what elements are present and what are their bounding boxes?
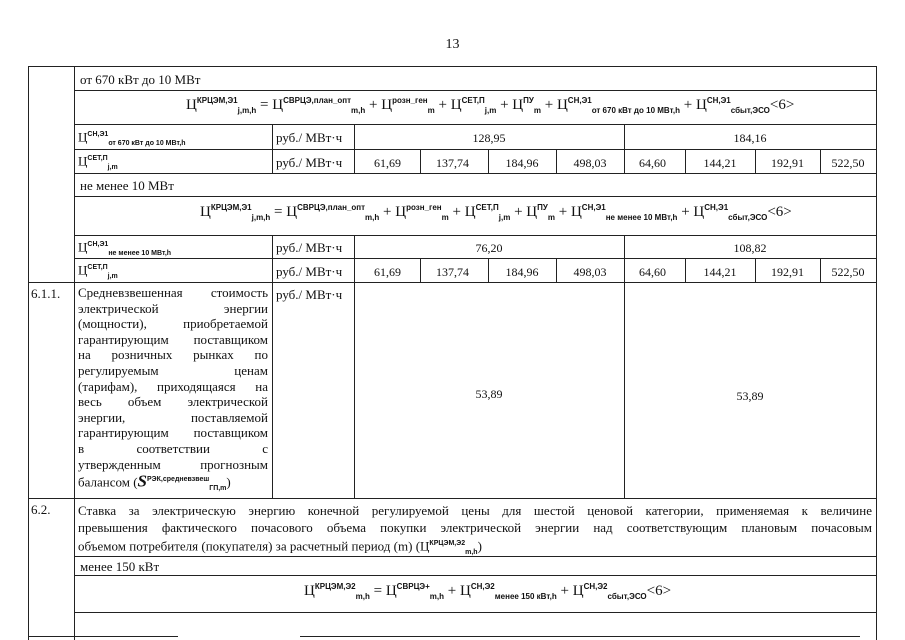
bottom-rule-right — [300, 636, 860, 637]
value-cn-10mw-2: 108,82 — [733, 241, 767, 255]
col-divider — [556, 258, 557, 282]
description-62: Ставка за электрическую энергию конечной регулируемой цены для шестой ценовой категории, применяемая к величине превышения фактического почасового объема покупки электрической энергии над соответствующим плановым почасовым объемом потребителя (покупателя) за расчетный период (m) $(Ц^{КРЦЭМ,Э2}_{m,h})$ — [78, 503, 872, 556]
frame-left — [28, 66, 29, 640]
unit-set-670: руб./ МВт·ч — [276, 155, 343, 170]
value-set-10mw-5: 64,60 — [639, 265, 666, 279]
col-divider — [685, 258, 686, 282]
symbol-set-10mw: $Ц^{СЕТ,П}_{j,m}$ — [78, 262, 118, 280]
col-divider — [272, 124, 273, 173]
value-set-10mw-2: 137,74 — [436, 265, 469, 279]
col-divider — [624, 235, 625, 282]
value-set-670-4: 498,03 — [573, 156, 607, 170]
rule — [74, 90, 876, 91]
value-set-10mw-6: 144,21 — [703, 265, 737, 279]
value-set-10mw-1: 61,69 — [374, 265, 401, 279]
value-set-10mw-8: 522,50 — [831, 265, 865, 279]
frame-top — [28, 66, 876, 67]
value-set-10mw-7: 192,91 — [771, 265, 804, 279]
rule — [74, 612, 876, 613]
symbol-cn-670: $Ц^{СН,Э1}_{от 670 кВт до 10 МВт,h}$ — [78, 129, 186, 147]
rule — [74, 173, 876, 174]
rule — [28, 498, 876, 499]
col-divider — [420, 258, 421, 282]
col-divider — [354, 124, 355, 173]
value-set-670-3: 184,96 — [505, 156, 539, 170]
value-set-10mw-3: 184,96 — [505, 265, 539, 279]
formula-150kw: $Ц^{КРЦЭМ,Э2}_{m,h} = Ц^{СВРЦЭ+}_{m,h} + Ц^{СН,Э2}_{менее 150 кВт,h} + Ц^{СН,Э2}_{сбыт,ЭСО}<6>$ — [304, 582, 672, 601]
col-divider — [556, 149, 557, 173]
section-number-611: 6.1.1. — [31, 286, 61, 301]
col-divider — [488, 258, 489, 282]
col-divider — [272, 282, 273, 498]
col-divider — [272, 235, 273, 282]
value-set-10mw-4: 498,03 — [573, 265, 607, 279]
rule — [74, 196, 876, 197]
value-set-670-6: 144,21 — [703, 156, 737, 170]
value-611-1: 53,89 — [475, 387, 503, 401]
label-670: от 670 кВт до 10 МВт — [80, 72, 201, 87]
col-divider — [624, 282, 625, 498]
unit-611: руб./ МВт·ч — [276, 287, 343, 302]
col-divider — [820, 149, 821, 173]
value-set-670-2: 137,74 — [436, 156, 469, 170]
section-number-62: 6.2. — [31, 502, 51, 517]
symbol-set-670: $Ц^{СЕТ,П}_{j,m}$ — [78, 153, 118, 171]
col-divider — [420, 149, 421, 173]
formula-670: $Ц^{КРЦЭМ,Э1}_{j,m,h} = Ц^{СВРЦЭ,план\_опт}_{m,h} + Ц^{розн\_ген}_m + Ц^{СЕТ,П}_{j,m} + Ц^{ПУ}_m + Ц^{СН,Э1}_{от 670 кВт до 10 МВт,h} + Ц^{СН,Э1}_{сбыт,ЭСО}<6>$ — [186, 96, 795, 115]
rule — [74, 575, 876, 576]
value-cn-670-1: 128,95 — [472, 131, 506, 145]
symbol-cn-10mw: $Ц^{СН,Э1}_{не менее 10 МВт,h}$ — [78, 239, 172, 257]
value-cn-10mw-1: 76,20 — [475, 241, 503, 255]
value-cn-670-2: 184,16 — [733, 131, 767, 145]
col-divider — [354, 235, 355, 282]
col-divider — [354, 282, 355, 498]
col-divider — [624, 124, 625, 173]
col-divider — [685, 149, 686, 173]
page-number: 13 — [445, 37, 460, 52]
rule — [74, 235, 876, 236]
col-divider — [755, 149, 756, 173]
unit-set-10mw: руб./ МВт·ч — [276, 264, 343, 279]
frame-right — [876, 66, 877, 640]
col-divider — [820, 258, 821, 282]
description-611: Средневзвешенная стоимость электрической энергии (мощности), приобретаемой гарантирующим поставщиком на розничных рынках по регулируемым ценам (тарифам), приходящаяся на весь объем электрической энергии, поставляемой гарантирующим поставщиком в соответствии с утвержденным прогнозным балансом $(S^{РЭК,средневзвеш}_{ГП,m})$ — [78, 285, 268, 493]
bottom-rule-left — [28, 636, 178, 637]
rule — [74, 124, 876, 125]
value-set-670-7: 192,91 — [771, 156, 804, 170]
formula-10mw: $Ц^{КРЦЭМ,Э1}_{j,m,h} = Ц^{СВРЦЭ,план\_опт}_{m,h} + Ц^{розн\_ген}_m + Ц^{СЕТ,П}_{j,m} + Ц^{ПУ}_m + Ц^{СН,Э1}_{не менее 10 МВт,h} + Ц^{СН,Э1}_{сбыт,ЭСО}<6>$ — [200, 203, 792, 222]
num-col-divider — [74, 66, 75, 640]
label-10mw: не менее 10 МВт — [80, 178, 174, 193]
rule — [28, 282, 876, 283]
label-150kw: менее 150 кВт — [80, 559, 160, 574]
col-divider — [488, 149, 489, 173]
value-set-670-1: 61,69 — [374, 156, 401, 170]
value-611-2: 53,89 — [736, 389, 764, 403]
unit-cn-670: руб./ МВт·ч — [276, 130, 343, 145]
rule — [74, 556, 876, 557]
value-set-670-8: 522,50 — [831, 156, 865, 170]
unit-cn-10mw: руб./ МВт·ч — [276, 240, 343, 255]
col-divider — [755, 258, 756, 282]
value-set-670-5: 64,60 — [639, 156, 666, 170]
